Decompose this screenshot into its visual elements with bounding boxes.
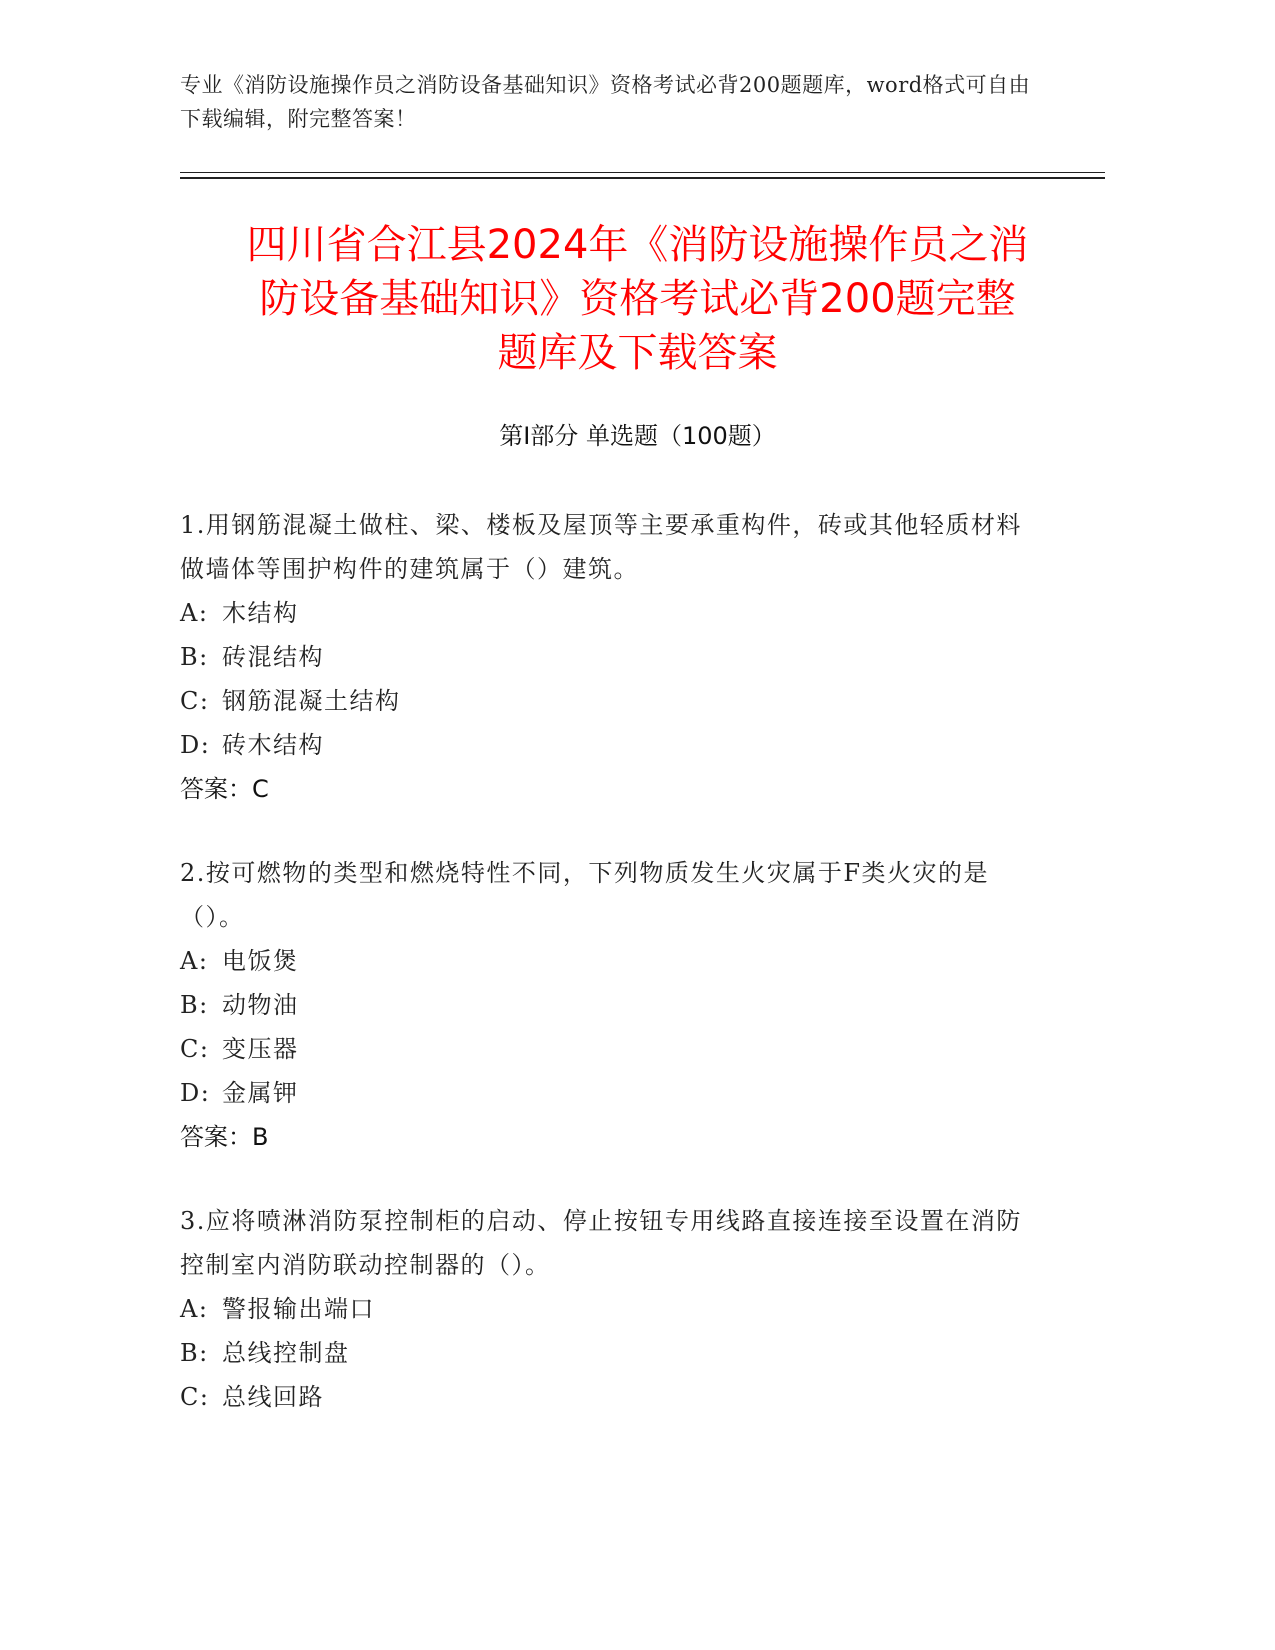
option-letter: B: (180, 643, 209, 671)
option-letter: A: (180, 1295, 209, 1323)
option-text: 变压器 (222, 1035, 299, 1063)
answer: 答案：B (180, 1123, 269, 1151)
option-b (180, 983, 1040, 1027)
question-2 (180, 851, 1040, 1159)
option-text: 总线回路 (222, 1383, 324, 1411)
option-c (180, 679, 1040, 723)
option-a (180, 1287, 1040, 1331)
header-note: 专业《消防设施操作员之消防设备基础知识》资格考试必背200题题库，word格式可自由下载编辑，附完整答案！ (180, 73, 1031, 131)
answer: 答案：C (180, 775, 269, 803)
option-letter: D: (180, 731, 211, 759)
option-text: 钢筋混凝土结构 (222, 687, 401, 715)
option-d (180, 723, 1040, 767)
option-b (180, 1331, 1040, 1375)
option-text: 电饭煲 (222, 947, 299, 975)
option-c (180, 1027, 1040, 1071)
option-b (180, 635, 1040, 679)
option-letter: C: (180, 1383, 210, 1411)
question-3 (180, 1199, 1040, 1419)
header-divider-thin (180, 172, 1105, 173)
option-text: 警报输出端口 (222, 1295, 375, 1323)
option-letter: B: (180, 991, 209, 1019)
question-stem: 1.用钢筋混凝土做柱、梁、楼板及屋顶等主要承重构件，砖或其他轻质材料做墙体等围护构件的建筑属于（）建筑。 (180, 511, 1022, 583)
option-letter: B: (180, 1339, 209, 1367)
option-a (180, 591, 1040, 635)
question-stem: 2.按可燃物的类型和燃烧特性不同，下列物质发生火灾属于F类火灾的是（）。 (180, 859, 990, 931)
option-d (180, 1071, 1040, 1115)
option-text: 动物油 (222, 991, 299, 1019)
header-divider-thick (180, 177, 1105, 179)
option-text: 砖木结构 (222, 731, 324, 759)
option-text: 木结构 (222, 599, 299, 627)
option-letter: C: (180, 1035, 210, 1063)
document-title (150, 218, 1125, 380)
question-stem: 3.应将喷淋消防泵控制柜的启动、停止按钮专用线路直接连接至设置在消防控制室内消防联动控制器的（）。 (180, 1207, 1022, 1279)
option-c (180, 1375, 1040, 1419)
option-letter: C: (180, 687, 210, 715)
option-text: 金属钾 (222, 1079, 299, 1107)
title-line: 防设备基础知识》资格考试必背200题完整 (259, 276, 1016, 322)
option-text: 总线控制盘 (222, 1339, 350, 1367)
option-text: 砖混结构 (222, 643, 324, 671)
title-line: 题库及下载答案 (497, 330, 778, 376)
question-1 (180, 503, 1040, 811)
section-heading: 第Ⅰ部分 单选题（100题） (499, 422, 776, 450)
title-line: 四川省合江县2024年《消防设施操作员之消 (246, 222, 1029, 268)
option-letter: A: (180, 599, 209, 627)
option-a (180, 939, 1040, 983)
option-letter: A: (180, 947, 209, 975)
option-letter: D: (180, 1079, 211, 1107)
